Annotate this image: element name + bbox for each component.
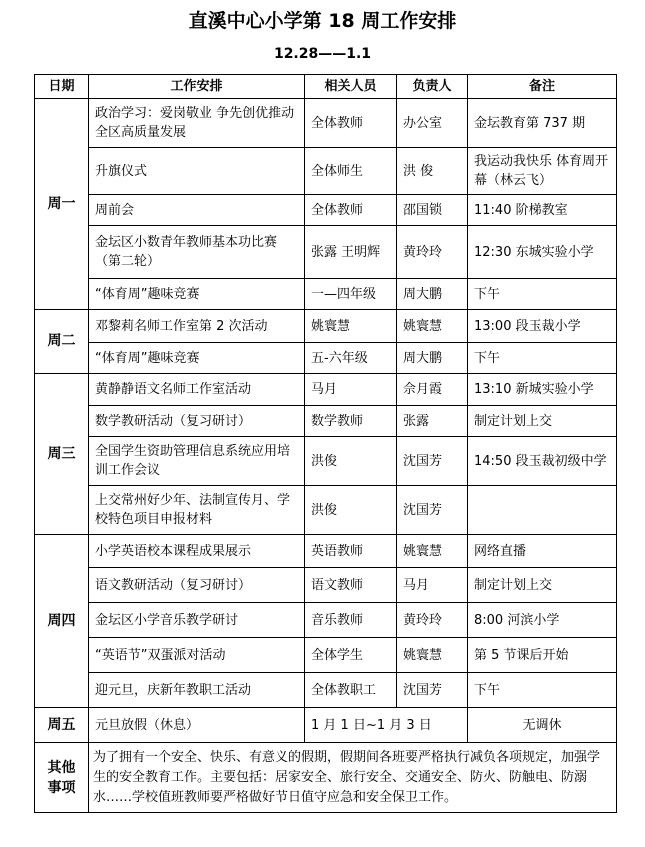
people-cell: 全体教师 [305, 195, 397, 226]
task-cell: 迎元旦，庆新年教职工活动 [89, 673, 305, 708]
people-cell: 数学教师 [305, 406, 397, 437]
people-cell: 全体教职工 [305, 673, 397, 708]
task-cell: 邓黎莉名师工作室第 2 次活动 [89, 310, 305, 343]
other-text: 为了拥有一个安全、快乐、有意义的假期，假期间各班要严格执行减负各项规定，加强学生的安全教育工作。主要包括：居家安全、旅行安全、交通安全、防火、防触电、防溺水……学校值班教师要严格做好节日值守应急和安全保卫工作。 [89, 743, 617, 813]
owner-cell: 沈国芳 [397, 486, 468, 535]
task-cell: 金坛区小学音乐教学研讨 [89, 603, 305, 638]
table-row [35, 99, 617, 148]
owner-cell: 马月 [397, 568, 468, 603]
note-cell: 13:00 段玉裁小学 [468, 310, 617, 343]
owner-cell: 姚寰慧 [397, 310, 468, 343]
table-row [35, 226, 617, 279]
table-row [35, 148, 617, 195]
task-cell: 数学教研活动（复习研讨） [89, 406, 305, 437]
task-cell: “体育周”趣味竞赛 [89, 343, 305, 374]
owner-cell: 沈国芳 [397, 437, 468, 486]
table-row [35, 535, 617, 568]
owner-cell: 洪 俊 [397, 148, 468, 195]
note-cell: 金坛教育第 737 期 [468, 99, 617, 148]
note-cell [468, 486, 617, 535]
owner-cell: 办公室 [397, 99, 468, 148]
note-cell: 11:40 阶梯教室 [468, 195, 617, 226]
task-cell: 小学英语校本课程成果展示 [89, 535, 305, 568]
task-cell: 语文教研活动（复习研讨） [89, 568, 305, 603]
day-label-tuesday: 周二 [35, 310, 89, 374]
table-row [35, 195, 617, 226]
header-row [35, 75, 617, 99]
people-cell: 全体学生 [305, 638, 397, 673]
day-label-monday: 周一 [35, 99, 89, 310]
owner-cell: 沈国芳 [397, 673, 468, 708]
schedule-table [34, 74, 617, 813]
day-label-wednesday: 周三 [35, 374, 89, 535]
note-cell: 制定计划上交 [468, 406, 617, 437]
table-row [35, 486, 617, 535]
note-cell: 下午 [468, 673, 617, 708]
document-title: 直溪中心小学第 18 周工作安排 [188, 10, 457, 32]
task-cell: 全国学生资助管理信息系统应用培训工作会议 [89, 437, 305, 486]
people-cell: 英语教师 [305, 535, 397, 568]
task-cell: “体育周”趣味竞赛 [89, 279, 305, 310]
friday-task: 元旦放假（休息） [89, 708, 305, 743]
friday-dates: 1 月 1 日~1 月 3 日 [305, 708, 468, 743]
task-cell: “英语节”双蛋派对活动 [89, 638, 305, 673]
note-cell: 制定计划上交 [468, 568, 617, 603]
owner-cell: 周大鹏 [397, 343, 468, 374]
other-label-line1: 其他 [47, 759, 76, 776]
note-cell: 第 5 节课后开始 [468, 638, 617, 673]
people-cell: 张露 王明辉 [305, 226, 397, 279]
note-cell: 13:10 新城实验小学 [468, 374, 617, 406]
other-label [35, 743, 89, 813]
task-cell: 上交常州好少年、法制宣传月、学校特色项目申报材料 [89, 486, 305, 535]
table-row [35, 279, 617, 310]
day-label-friday: 周五 [35, 708, 89, 743]
note-cell: 14:50 段玉裁初级中学 [468, 437, 617, 486]
friday-note: 无调休 [468, 708, 617, 743]
task-cell: 周前会 [89, 195, 305, 226]
people-cell: 洪俊 [305, 486, 397, 535]
table-row [35, 603, 617, 638]
owner-cell: 姚寰慧 [397, 638, 468, 673]
owner-cell: 姚寰慧 [397, 535, 468, 568]
people-cell: 马月 [305, 374, 397, 406]
header-note: 备注 [468, 75, 617, 99]
table-row [35, 406, 617, 437]
other-row [35, 743, 617, 813]
table-row [35, 343, 617, 374]
owner-cell: 佘月霞 [397, 374, 468, 406]
table-row [35, 374, 617, 406]
note-cell: 8:00 河滨小学 [468, 603, 617, 638]
note-cell: 网络直播 [468, 535, 617, 568]
date-range: 12.28——1.1 [273, 46, 372, 62]
note-cell: 12:30 东城实验小学 [468, 226, 617, 279]
owner-cell: 黄玲玲 [397, 603, 468, 638]
people-cell: 一—四年级 [305, 279, 397, 310]
people-cell: 音乐教师 [305, 603, 397, 638]
people-cell: 全体教师 [305, 99, 397, 148]
people-cell: 语文教师 [305, 568, 397, 603]
table-row [35, 310, 617, 343]
day-label-thursday: 周四 [35, 535, 89, 708]
table-row [35, 673, 617, 708]
header-people: 相关人员 [305, 75, 397, 99]
friday-row [35, 708, 617, 743]
owner-cell: 周大鹏 [397, 279, 468, 310]
table-row [35, 638, 617, 673]
owner-cell: 张露 [397, 406, 468, 437]
table-row [35, 568, 617, 603]
header-owner: 负责人 [397, 75, 468, 99]
people-cell: 洪俊 [305, 437, 397, 486]
note-cell: 我运动我快乐 体育周开幕（林云飞） [468, 148, 617, 195]
people-cell: 五-六年级 [305, 343, 397, 374]
note-cell: 下午 [468, 279, 617, 310]
note-cell: 下午 [468, 343, 617, 374]
owner-cell: 邵国锁 [397, 195, 468, 226]
people-cell: 全体师生 [305, 148, 397, 195]
people-cell: 姚寰慧 [305, 310, 397, 343]
task-cell: 政治学习：爱岗敬业 争先创优推动全区高质量发展 [89, 99, 305, 148]
task-cell: 升旗仪式 [89, 148, 305, 195]
other-label-line2: 事项 [47, 779, 76, 796]
header-task: 工作安排 [89, 75, 305, 99]
header-day: 日期 [35, 75, 89, 99]
task-cell: 黄静静语文名师工作室活动 [89, 374, 305, 406]
task-cell: 金坛区小数青年教师基本功比赛（第二轮） [89, 226, 305, 279]
table-row [35, 437, 617, 486]
owner-cell: 黄玲玲 [397, 226, 468, 279]
